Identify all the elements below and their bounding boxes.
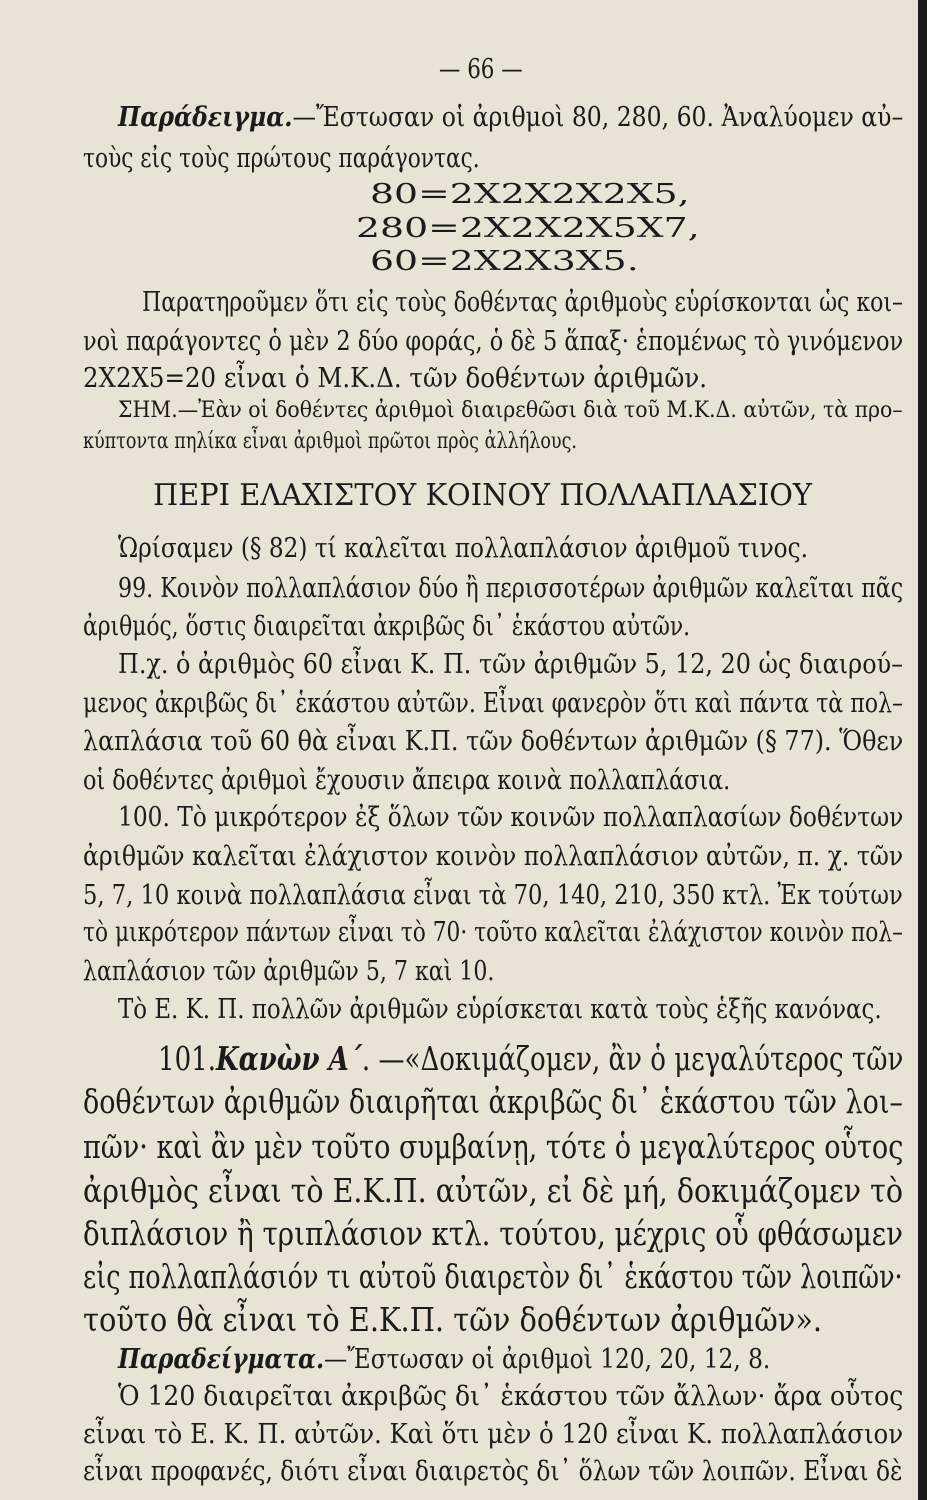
text-run: Τὸ Ε. Κ. Π. πολλῶν ἀριθμῶν εὑρίσκεται κατὰ τοὺς ἑξῆς κανόνας. [118,994,882,1026]
text-run: διπλάσιον ἢ τριπλάσιον κτλ. τούτου, μέχρις οὗ φθάσωμεν [83,1213,903,1253]
text-line [83,431,577,453]
text-line [118,573,904,605]
text-run: ἀριθμός, ὅστις διαιρεῖται ἀκριβῶς δι᾽ ἑκάστου αὐτῶν. [83,611,691,643]
text-line [118,994,882,1026]
text-run: πῶν· καὶ ἂν μὲν τοῦτο συμβαίνῃ, τότε ὁ μεγαλύτερος οὗτος [83,1126,904,1166]
text-line [83,1419,904,1451]
text-line [153,478,812,513]
text-run: ΣΗΜ.—Ἐὰν οἱ δοθέντες ἀριθμοὶ διαιρεθῶσι διὰ τοῦ Μ.Κ.Δ. αὐτῶν, τὰ προ– [118,398,903,424]
text-line [118,1381,904,1413]
text-line [83,1170,904,1210]
page-edge [918,0,927,1500]
text-run: νοὶ παράγοντες ὁ μὲν 2 δύο φοράς, ὁ δὲ 5 ἅπαξ· ἑπομένως τὸ γινόμενον [83,326,904,358]
text-line [118,102,904,134]
text-line [158,1038,904,1078]
page-number: — 66 — [439,54,523,86]
text-line [370,246,639,278]
text-run: 101. [158,1038,216,1078]
text-line [83,611,691,643]
text-run: Ὡρίσαμεν (§ 82) τί καλεῖται πολλαπλάσιον ἀριθμοῦ τινος. [118,533,808,565]
text-run: τὸ μικρότερον πάντων εἶναι τὸ 70· τοῦτο καλεῖται ἐλάχιστον κοινὸν πολ– [83,917,903,949]
text-line [118,1344,771,1376]
text-run: λαπλάσια τοῦ 60 θὰ εἶναι Κ.Π. τῶν δοθέντων ἀριθμῶν (§ 77). Ὅθεν [83,726,904,758]
text-run: 100. Τὸ μικρότερον ἐξ ὅλων τῶν κοινῶν πολλαπλασίων δοθέντων [118,802,904,834]
text-run: 5, 7, 10 κοινὰ πολλαπλάσια εἶναι τὰ 70, 140, 210, 350 κτλ. Ἐκ τούτων [83,880,903,912]
italic-heading-word: Παραδείγματα. [118,1344,325,1376]
text-line [83,326,904,358]
text-run: τοὺς εἰς τοὺς πρώτους παράγοντας. [83,143,480,175]
text-line [83,1256,903,1296]
text-run: 60=2Χ2Χ3Χ5. [370,246,639,278]
text-run: εἰς πολλαπλάσιόν τι αὐτοῦ διαιρετὸν δι᾽ ἑκάστου τῶν λοιπῶν· [83,1256,903,1296]
italic-heading-word: Παράδειγμα. [118,102,293,134]
text-run: 99. Κοινὸν πολλαπλάσιον δύο ἢ περισσοτέρων ἀριθμῶν καλεῖται πᾶς [118,573,904,605]
text-line [83,1299,823,1339]
text-line [83,1081,903,1121]
text-run: εἶναι τὸ Ε. Κ. Π. αὐτῶν. Καὶ ὅτι μὲν ὁ 120 εἶναι Κ. πολλαπλάσιον [83,1419,904,1451]
text-run: Παρατηροῦμεν ὅτι εἰς τοὺς δοθέντας ἀριθμοὺς εὑρίσκονται ὡς κοι– [142,287,904,319]
text-line [142,287,904,319]
text-run: 2Χ2Χ5=20 εἶναι ὁ Μ.Κ.Δ. τῶν δοθέντων ἀριθμῶν. [83,363,707,395]
italic-heading-word: Κανὼν Α΄ [215,1038,362,1078]
text-run: 280=2Χ2Χ2Χ5Χ7, [356,213,700,245]
text-run: ἀριθμῶν καλεῖται ἐλάχιστον κοινὸν πολλαπλάσιον αὐτῶν, π. χ. τῶν [83,841,904,873]
text-line [370,179,690,211]
text-run: —Ἔστωσαν οἱ ἀριθμοὶ 120, 20, 12, 8. [324,1344,771,1376]
text-run: ΠΕΡΙ ΕΛΑΧΙΣΤΟΥ ΚΟΙΝΟΥ ΠΟΛΛΑΠΛΑΣΙΟΥ [153,478,812,513]
text-run: μενος ἀκριβῶς δι᾽ ἑκάστου αὐτῶν. Εἶναι φανερὸν ὅτι καὶ πάντα τὰ πολ– [83,688,904,720]
text-line [83,841,904,873]
text-line [83,1126,904,1166]
text-line [83,363,707,395]
text-run: τοῦτο θὰ εἶναι τὸ Ε.Κ.Π. τῶν δοθέντων ἀριθμῶν». [83,1299,823,1339]
text-run: ἀριθμὸς εἶναι τὸ Ε.Κ.Π. αὐτῶν, εἰ δὲ μή, δοκιμάζομεν τὸ [83,1170,904,1210]
text-line [83,880,903,912]
text-line [83,917,903,949]
text-line [83,1213,903,1253]
text-line [83,1456,903,1488]
text-line [118,400,903,422]
text-run: λαπλάσιον τῶν ἀριθμῶν 5, 7 καὶ 10. [83,956,495,988]
text-line [118,649,904,681]
text-line [83,726,904,758]
text-line [118,533,808,565]
text-line [83,956,495,988]
text-run: —Ἔστωσαν οἱ ἀριθμοὶ 80, 280, 60. Ἀναλύομεν αὐ– [292,102,904,134]
text-line [83,143,480,175]
text-run: 80=2Χ2Χ2Χ2Χ5, [370,179,690,211]
text-run: οἱ δοθέντες ἀριθμοὶ ἔχουσιν ἄπειρα κοινὰ πολλαπλάσια. [83,765,731,797]
text-run: εἶναι προφανές, διότι εἶναι διαιρετὸς δι᾽ ὅλων τῶν λοιπῶν. Εἶναι δὲ [83,1456,903,1488]
text-line [83,765,731,797]
text-run: Ὁ 120 διαιρεῖται ἀκριβῶς δι᾽ ἑκάστου τῶν ἄλλων· ἄρα οὗτος [118,1381,904,1413]
text-line [118,802,904,834]
text-line [83,688,904,720]
text-run: κύπτοντα πηλίκα εἶναι ἀριθμοὶ πρῶτοι πρὸς ἀλλήλους. [83,429,578,455]
text-line [356,213,700,245]
text-run: Π.χ. ὁ ἀριθμὸς 60 εἶναι Κ. Π. τῶν ἀριθμῶν 5, 12, 20 ὡς διαιρού– [118,649,904,681]
text-run: δοθέντων ἀριθμῶν διαιρῆται ἀκριβῶς δι᾽ ἑκάστου τῶν λοι– [83,1081,903,1121]
text-run: . —«Δοκιμάζομεν, ἂν ὁ μεγαλύτερος τῶν [361,1038,904,1078]
